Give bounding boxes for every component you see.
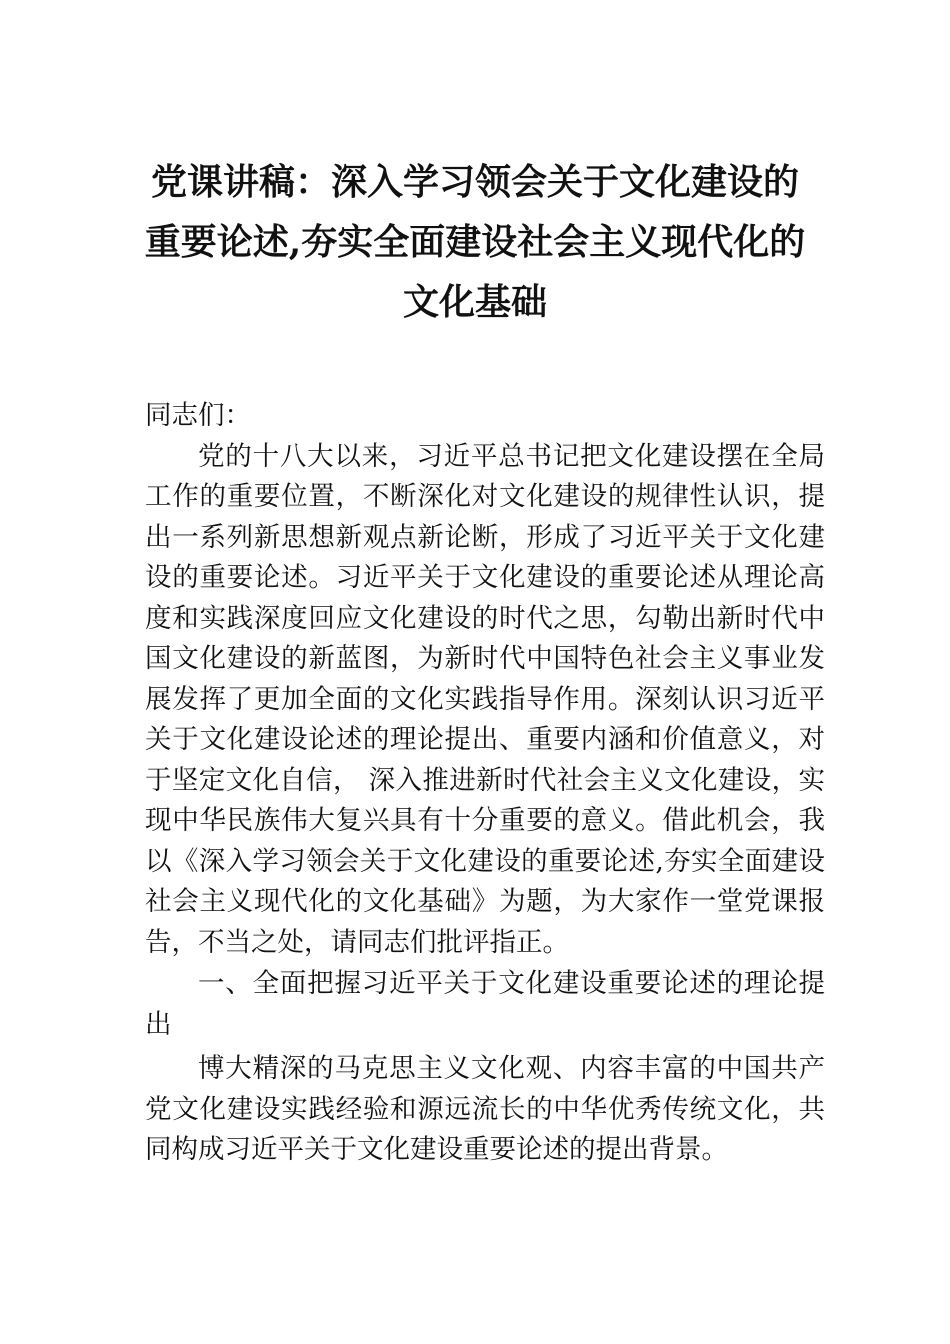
body-paragraph: 党的十八大以来，习近平总书记把文化建设摆在全局工作的重要位置，不断深化对文化建设的规律性认识，提出一系列新思想新观点新论断，形成了习近平关于文化建设的重要论述。习近平关于文化建设的重要论述从理论高度和实践深度回应文化建设的时代之思，勾勒出新时代中国文化建设的新蓝图，为新时代中国特色社会主义事业发展发挥了更加全面的文化实践指导作用。深刻认识习近平关于文化建设论述的理论提出、重要内涵和价值意义，对于坚定文化自信， 深入推进新时代社会主义文化建设，实现中华民族伟大复兴具有十分重要的意义。借此机会，我以《深入学习领会关于文化建设的重要论述,夯实全面建设社会主义现代化的文化基础》为题，为大家作一堂党课报告，不当之处，请同志们批评指正。: [145, 440, 825, 958]
document-body: [145, 396, 825, 1171]
title-line-3: 文化基础: [402, 281, 547, 323]
salutation: 同志们：: [145, 400, 251, 431]
section-paragraph: 博大精深的马克思主义文化观、内容丰富的中国共产党文化建设实践经验和源远流长的中华优秀传统文化，共同构成习近平关于文化建设重要论述的提出背景。: [145, 1053, 825, 1165]
title-line-2: 重要论述,夯实全面建设社会主义现代化的: [144, 221, 806, 263]
title-line-1: 党课讲稿：深入学习领会关于文化建设的: [150, 161, 799, 203]
section-heading: 一、全面把握习近平关于文化建设重要论述的理论提出: [145, 968, 825, 1040]
document-title: [120, 152, 830, 332]
